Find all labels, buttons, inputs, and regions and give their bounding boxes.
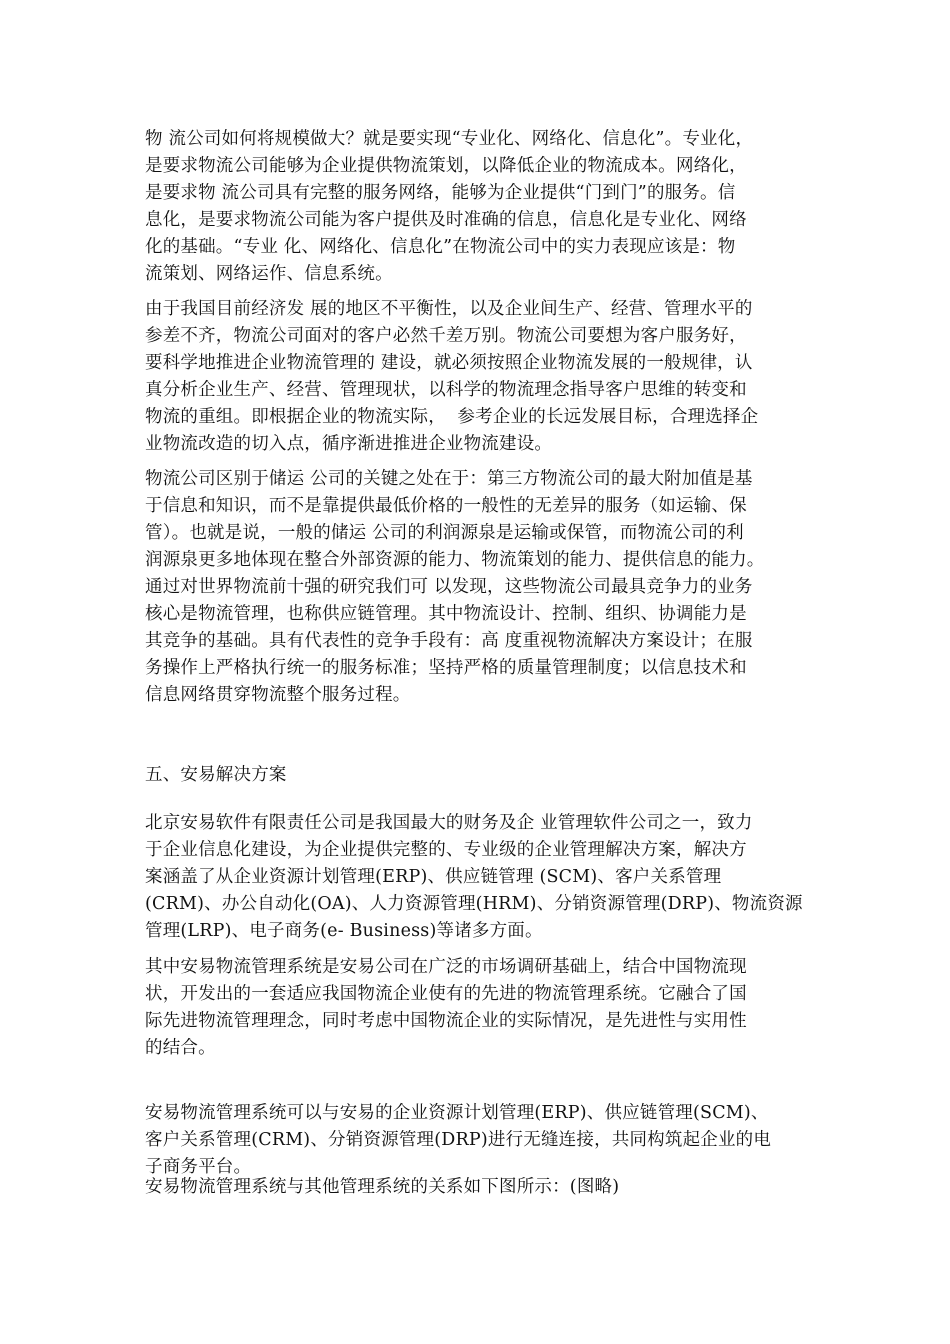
text-line: 业物流改造的切入点，循序渐进推进企业物流建设。 — [145, 434, 553, 454]
text-line: 流策划、网络运作、信息系统。 — [145, 264, 393, 284]
text-line: 通过对世界物流前十强的研究我们可 以发现，这些物流公司最具竞争力的业务 — [145, 577, 753, 597]
text-line: 管理(LRP)、电子商务(e- Business)等诸多方面。 — [145, 921, 543, 941]
text-line: 其竞争的基础。具有代表性的竞争手段有：高 度重视物流解决方案设计；在服 — [145, 631, 753, 651]
text-line: 的结合。 — [145, 1038, 216, 1058]
text-line: 务操作上严格执行统一的服务标准；坚持严格的质量管理制度；以信息技术和 — [145, 658, 747, 678]
text-line: 是要求物 流公司具有完整的服务网络，能够为企业提供“门到门”的服务。信 — [145, 183, 736, 203]
text-line: 其中安易物流管理系统是安易公司在广泛的市场调研基础上，结合中国物流现 — [145, 957, 747, 977]
paragraph-system-integration — [145, 1100, 810, 1181]
text-line: 核心是物流管理，也称供应链管理。其中物流设计、控制、组织、协调能力是 — [145, 604, 747, 624]
text-line: 子商务平台。 — [145, 1157, 252, 1177]
text-line: 物流的重组。即根据企业的物流实际， 参考企业的长远发展目标，合理选择企 — [145, 407, 759, 427]
text-line: 信息网络贯穿物流整个服务过程。 — [145, 685, 411, 705]
text-line: 于企业信息化建设，为企业提供完整的、专业级的企业管理解决方案，解决方 — [145, 840, 747, 860]
text-line: 北京安易软件有限责任公司是我国最大的财务及企 业管理软件公司之一，致力 — [145, 813, 753, 833]
paragraph-regional-imbalance — [145, 296, 810, 458]
text-line: 状，开发出的一套适应我国物流企业使有的先进的物流管理系统。它融合了国 — [145, 984, 747, 1004]
paragraph-logistics-vs-storage — [145, 466, 810, 709]
text-line: 于信息和知识，而不是靠提供最低价格的一般性的无差异的服务（如运输、保 — [145, 496, 747, 516]
text-line: 际先进物流管理理念，同时考虑中国物流企业的实际情况，是先进性与实用性 — [145, 1011, 747, 1031]
paragraph-figure-note — [145, 1174, 810, 1201]
text-line: 参差不齐，物流公司面对的客户必然千差万别。物流公司要想为客户服务好， — [145, 326, 747, 346]
text-line: 客户关系管理(CRM)、分销资源管理(DRP)进行无缝连接，共同构筑起企业的电 — [145, 1130, 772, 1150]
paragraph-logistics-scale — [145, 126, 810, 288]
paragraph-system-overview — [145, 954, 810, 1062]
text-line: 由于我国目前经济发 展的地区不平衡性，以及企业间生产、经营、管理水平的 — [145, 299, 753, 319]
text-line: 安易物流管理系统与其他管理系统的关系如下图所示：(图略) — [145, 1177, 620, 1197]
text-line: 物 流公司如何将规模做大？就是要实现“专业化、网络化、信息化”。专业化， — [145, 129, 754, 149]
text-line: 化的基础。“专业 化、网络化、信息化”在物流公司中的实力表现应该是：物 — [145, 237, 736, 257]
text-line: 物流公司区别于储运 公司的关键之处在于：第三方物流公司的最大附加值是基 — [145, 469, 753, 489]
text-line: 真分析企业生产、经营、管理现状，以科学的物流理念指导客户思维的转变和 — [145, 380, 747, 400]
section-heading — [145, 762, 810, 789]
text-line: 管）。也就是说，一般的储运 公司的利润源泉是运输或保管，而物流公司的利 — [145, 523, 744, 543]
text-line: 息化，是要求物流公司能为客户提供及时准确的信息，信息化是专业化、网络 — [145, 210, 747, 230]
text-line: 案涵盖了从企业资源计划管理(ERP)、供应链管理 (SCM)、客户关系管理 — [145, 867, 722, 887]
text-line: 是要求物流公司能够为企业提供物流策划，以降低企业的物流成本。网络化， — [145, 156, 747, 176]
section-heading-text: 五、安易解决方案 — [145, 765, 287, 785]
text-line: 润源泉更多地体现在整合外部资源的能力、物流策划的能力、提供信息的能力。 — [145, 550, 765, 570]
paragraph-company-intro — [145, 810, 810, 945]
text-line: (CRM)、办公自动化(OA)、人力资源管理(HRM)、分销资源管理(DRP)、物流资源 — [145, 894, 803, 914]
text-line: 安易物流管理系统可以与安易的企业资源计划管理(ERP)、供应链管理(SCM)、 — [145, 1103, 769, 1123]
text-line: 要科学地推进企业物流管理的 建设，就必须按照企业物流发展的一般规律，认 — [145, 353, 753, 373]
